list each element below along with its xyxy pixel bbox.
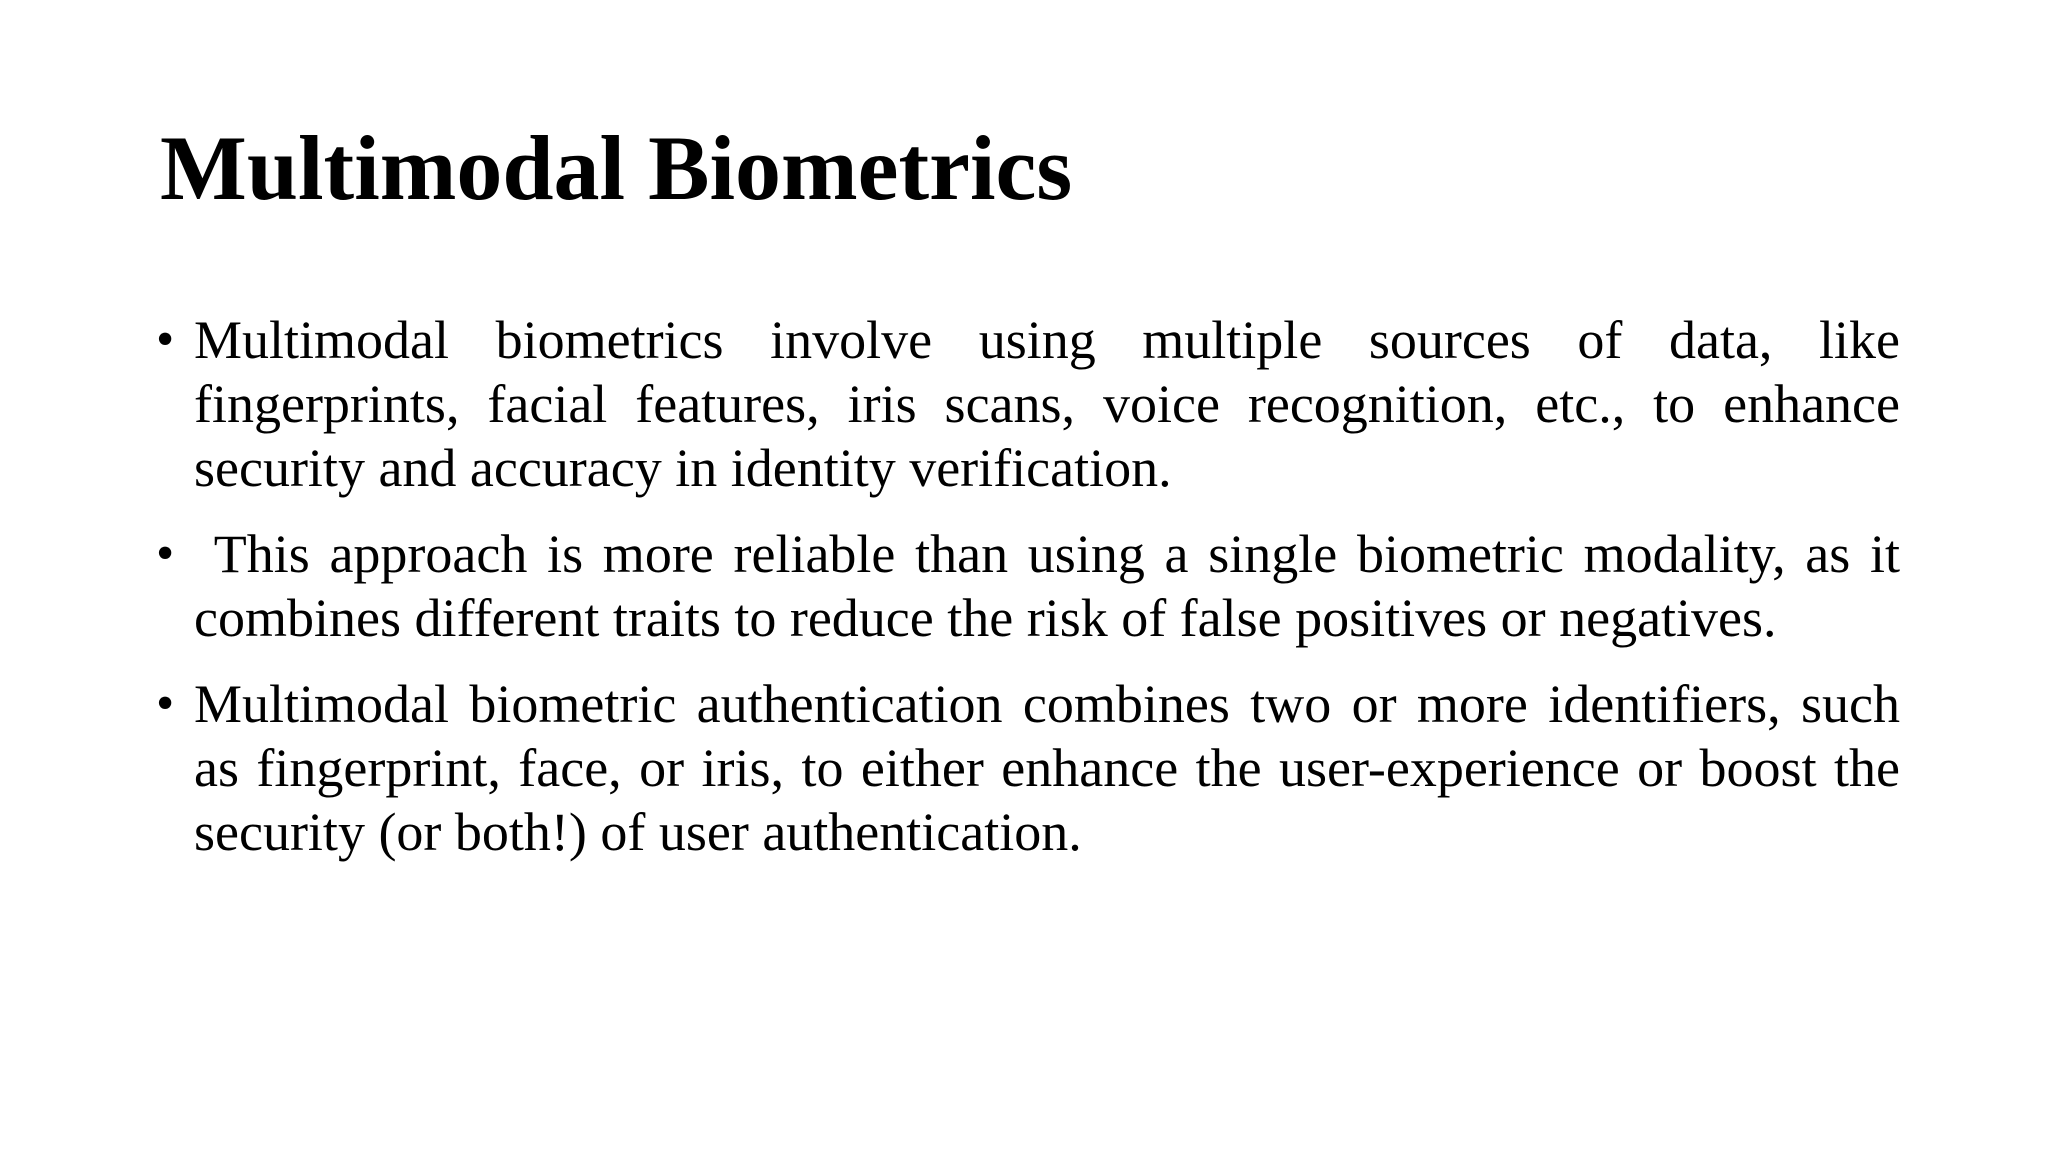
bullet-item: [156, 672, 1900, 864]
bullet-item: [156, 522, 1914, 650]
slide-title: Multimodal Biometrics: [160, 117, 1073, 219]
bullet-text: This approach is more reliable than using a single biometric modality, as it combines different traits to reduce the risk of false positives or negatives.: [194, 524, 1914, 648]
bullet-point-icon: •: [156, 311, 175, 368]
bullet-point-icon: •: [156, 525, 175, 582]
bullet-item: [156, 308, 1900, 500]
bullet-list: [156, 308, 1914, 886]
bullet-text: Multimodal biometric authentication combines two or more identifiers, such as fingerprint, face, or iris, to either enhance the user-experience or boost the security (or both!) of user authentication.: [194, 674, 1900, 862]
bullet-point-icon: •: [156, 675, 175, 732]
bullet-text: Multimodal biometrics involve using multiple sources of data, like fingerprints, facial features, iris scans, voice recognition, etc., to enhance security and accuracy in identity verification.: [194, 310, 1900, 498]
